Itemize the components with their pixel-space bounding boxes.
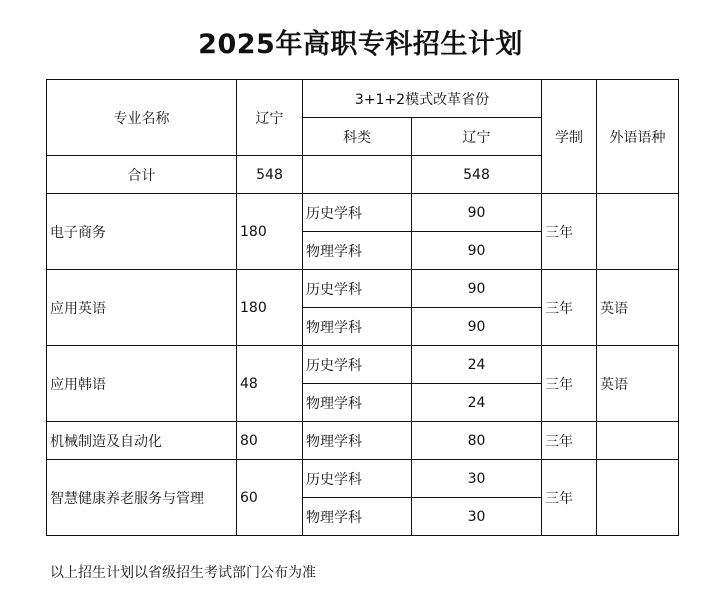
track-subject: 物理学科 bbox=[303, 308, 412, 346]
track-subject: 物理学科 bbox=[303, 384, 412, 422]
track-subject: 物理学科 bbox=[303, 422, 412, 460]
header-subject: 科类 bbox=[303, 118, 412, 156]
major-liaoning: 180 bbox=[237, 194, 303, 270]
major-liaoning: 60 bbox=[237, 460, 303, 536]
track-count: 30 bbox=[412, 460, 542, 498]
track-count: 90 bbox=[412, 308, 542, 346]
track-count: 80 bbox=[412, 422, 542, 460]
page-title: 2025年高职专科招生计划 bbox=[198, 29, 523, 60]
track-subject: 历史学科 bbox=[303, 194, 412, 232]
major-language: 英语 bbox=[597, 270, 679, 346]
track-count: 30 bbox=[412, 498, 542, 536]
major-name: 智慧健康养老服务与管理 bbox=[47, 460, 237, 536]
track-count: 24 bbox=[412, 384, 542, 422]
header-liaoning: 辽宁 bbox=[237, 80, 303, 156]
table-row bbox=[47, 346, 679, 384]
major-duration: 三年 bbox=[542, 422, 597, 460]
footer-note: 以上招生计划以省级招生考试部门公布为准 bbox=[50, 565, 316, 581]
track-subject: 物理学科 bbox=[303, 498, 412, 536]
total-reform-liaoning: 548 bbox=[412, 156, 542, 194]
table-row bbox=[47, 270, 679, 308]
table-row bbox=[47, 460, 679, 498]
track-count: 24 bbox=[412, 346, 542, 384]
major-name: 机械制造及自动化 bbox=[47, 422, 237, 460]
major-liaoning: 180 bbox=[237, 270, 303, 346]
track-subject: 历史学科 bbox=[303, 460, 412, 498]
major-language bbox=[597, 422, 679, 460]
major-name: 电子商务 bbox=[47, 194, 237, 270]
major-duration: 三年 bbox=[542, 194, 597, 270]
total-liaoning: 548 bbox=[237, 156, 303, 194]
major-duration: 三年 bbox=[542, 346, 597, 422]
track-count: 90 bbox=[412, 270, 542, 308]
major-duration: 三年 bbox=[542, 460, 597, 536]
header-major: 专业名称 bbox=[47, 80, 237, 156]
table-row bbox=[47, 194, 679, 232]
major-liaoning: 48 bbox=[237, 346, 303, 422]
major-language bbox=[597, 460, 679, 536]
total-subject bbox=[303, 156, 412, 194]
track-subject: 物理学科 bbox=[303, 232, 412, 270]
header-language: 外语语种 bbox=[597, 80, 679, 194]
major-duration: 三年 bbox=[542, 270, 597, 346]
major-language: 英语 bbox=[597, 346, 679, 422]
header-reform-liaoning: 辽宁 bbox=[412, 118, 542, 156]
track-subject: 历史学科 bbox=[303, 346, 412, 384]
track-count: 90 bbox=[412, 232, 542, 270]
table-row bbox=[47, 422, 679, 460]
track-subject: 历史学科 bbox=[303, 270, 412, 308]
major-name: 应用英语 bbox=[47, 270, 237, 346]
total-label: 合计 bbox=[47, 156, 237, 194]
header-reform-group: 3+1+2模式改革省份 bbox=[303, 80, 542, 118]
track-count: 90 bbox=[412, 194, 542, 232]
major-name: 应用韩语 bbox=[47, 346, 237, 422]
enrollment-plan-table bbox=[46, 79, 679, 536]
major-language bbox=[597, 194, 679, 270]
major-liaoning: 80 bbox=[237, 422, 303, 460]
header-row-1 bbox=[47, 80, 679, 118]
header-duration: 学制 bbox=[542, 80, 597, 194]
